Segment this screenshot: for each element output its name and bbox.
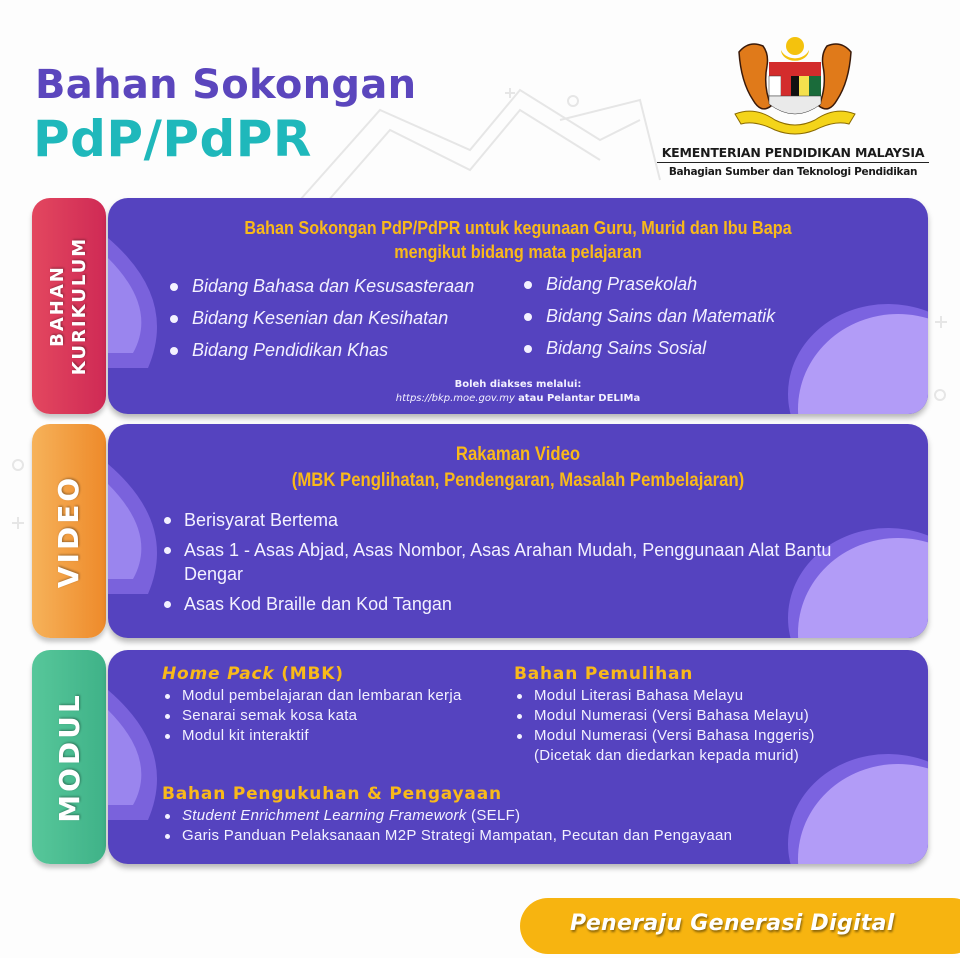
- panel-video: [108, 424, 928, 638]
- section-heading: Bahan Sokongan PdP/PdPR untuk kegunaan Guru, Murid dan Ibu Bapa mengikut bidang mata pelajaran: [244, 218, 792, 262]
- page-title-line1: Bahan Sokongan: [35, 62, 417, 108]
- field-list-left: [168, 276, 474, 372]
- video-list: [162, 508, 862, 622]
- pengukuhan-heading: Bahan Pengukuhan & Pengayaan: [162, 784, 502, 804]
- tab-label: MODUL: [52, 691, 86, 823]
- access-url-link[interactable]: https://bkp.moe.gov.my: [395, 393, 515, 404]
- list-item: Asas Kod Braille dan Kod Tangan: [162, 592, 862, 616]
- list-item: Bidang Sains dan Matematik: [522, 306, 775, 338]
- tab-bahan-kurikulum: [32, 198, 106, 414]
- page-title-line2: PdP/PdPR: [33, 110, 312, 168]
- access-suffix: atau Pelantar DELIMa: [518, 393, 641, 404]
- panel-modul: [108, 650, 928, 864]
- list-item: Modul pembelajaran dan lembaran kerja: [162, 686, 462, 706]
- ministry-block: [657, 145, 929, 178]
- tab-video: [32, 424, 106, 638]
- pemulihan-block: [514, 664, 815, 766]
- section-video: [32, 424, 928, 638]
- list-item: Modul kit interaktif: [162, 726, 462, 746]
- list-item: Bidang Kesenian dan Kesihatan: [168, 308, 474, 340]
- list-item: Garis Panduan Pelaksanaan M2P Strategi Mampatan, Pecutan dan Pengayaan: [162, 826, 732, 846]
- list-item: Bidang Prasekolah: [522, 274, 775, 306]
- list-item: Modul Numerasi (Versi Bahasa Melayu): [514, 706, 815, 726]
- list-item: Modul Literasi Bahasa Melayu: [514, 686, 815, 706]
- tab-label-line2: KURIKULUM: [69, 236, 91, 376]
- tab-label-line1: BAHAN: [47, 265, 69, 347]
- ministry-division: Bahagian Sumber dan Teknologi Pendidikan: [668, 166, 918, 178]
- field-list-right: [522, 274, 775, 370]
- tab-label: VIDEO: [52, 474, 86, 588]
- section-heading: Rakaman Video (MBK Penglihatan, Pendengaran, Masalah Pembelajaran): [291, 444, 745, 491]
- access-label: Boleh diakses melalui:: [454, 379, 582, 390]
- pemulihan-heading: Bahan Pemulihan: [514, 664, 694, 684]
- list-item: Senarai semak kosa kata: [162, 706, 462, 726]
- list-item: Asas 1 - Asas Abjad, Asas Nombor, Asas Arahan Mudah, Penggunaan Alat Bantu Dengar: [162, 538, 862, 586]
- pemulihan-note: (Dicetak dan diedarkan kepada murid): [534, 747, 800, 764]
- ministry-name: KEMENTERIAN PENDIDIKAN MALAYSIA: [657, 145, 929, 163]
- access-info: [108, 378, 928, 406]
- section-modul: [32, 650, 928, 864]
- list-item: Bidang Sains Sosial: [522, 338, 775, 370]
- list-item: Berisyarat Bertema: [162, 508, 862, 532]
- home-pack-block: [162, 664, 462, 746]
- tab-modul: [32, 650, 106, 864]
- panel-bahan-kurikulum: [108, 198, 928, 414]
- malaysia-coat-of-arms-icon: [725, 32, 865, 140]
- footer-tagline: Peneraju Generasi Digital: [570, 911, 895, 936]
- pengukuhan-block: [162, 784, 732, 846]
- list-item: Bidang Pendidikan Khas: [168, 340, 474, 372]
- list-item: Bidang Bahasa dan Kesusasteraan: [168, 276, 474, 308]
- home-pack-heading: Home Pack (MBK): [162, 664, 344, 684]
- section-bahan-kurikulum: [32, 198, 928, 414]
- list-item: Modul Numerasi (Versi Bahasa Inggeris): [514, 726, 815, 746]
- list-item: Student Enrichment Learning Framework (SELF): [162, 806, 732, 826]
